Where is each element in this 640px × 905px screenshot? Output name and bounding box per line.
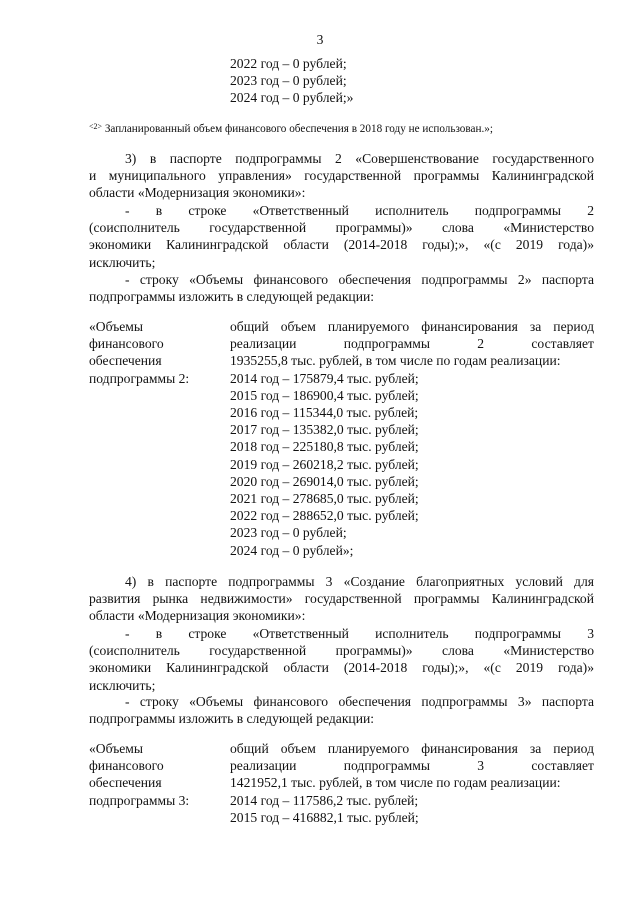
paragraph-line: - в строке «Ответственный исполнитель подпрограммы 3 xyxy=(125,626,594,641)
paragraph-line: 3) в паспорте подпрограммы 2 «Совершенствование государственного xyxy=(125,151,594,166)
item-4-para-2 xyxy=(89,625,594,694)
value-line: 2014 год – 175879,4 тыс. рублей; xyxy=(230,370,419,386)
label-line: обеспечения xyxy=(89,775,162,791)
label-line: «Объемы xyxy=(89,741,143,756)
funding-row-label xyxy=(89,318,219,387)
item-4-para-3 xyxy=(89,693,594,727)
label-line: «Объемы xyxy=(89,319,143,334)
paragraph-line: развития рынка недвижимости» государственной программы Калининградской xyxy=(89,591,594,607)
label-line: обеспечения xyxy=(89,353,162,369)
paragraph-line: - строку «Объемы финансового обеспечения подпрограммы 3» паспорта xyxy=(125,694,594,709)
item-3-para-1 xyxy=(89,150,594,202)
year-line: 2023 год – 0 рублей; xyxy=(230,73,347,89)
paragraph-line: области «Модернизация экономики»: xyxy=(89,185,306,201)
item-3-para-2 xyxy=(89,202,594,271)
funding-table-subprogram-2 xyxy=(89,318,594,563)
value-line: 2017 год – 135382,0 тыс. рублей; xyxy=(230,422,419,438)
value-line: 2016 год – 115344,0 тыс. рублей; xyxy=(230,405,419,421)
funding-row-value xyxy=(230,318,594,559)
paragraph-line: подпрограммы изложить в следующей редакции: xyxy=(89,289,375,305)
value-line: 2021 год – 278685,0 тыс. рублей; xyxy=(230,491,419,507)
item-4-para-1 xyxy=(89,573,594,625)
value-line: 2022 год – 288652,0 тыс. рублей; xyxy=(230,508,419,524)
value-line: 2015 год – 186900,4 тыс. рублей; xyxy=(230,387,419,403)
footnote xyxy=(89,118,493,138)
year-line: 2024 год – 0 рублей;» xyxy=(230,90,354,106)
value-line: 2019 год – 260218,2 тыс. рублей; xyxy=(230,456,419,472)
value-line: 2015 год – 416882,1 тыс. рублей; xyxy=(230,809,419,825)
value-line: 2023 год – 0 рублей; xyxy=(230,525,347,541)
funding-table-subprogram-3 xyxy=(89,740,594,830)
value-line: 1935255,8 тыс. рублей, в том числе по годам реализации: xyxy=(230,353,561,369)
funding-row-value xyxy=(230,740,594,826)
label-line: подпрограммы 2: xyxy=(89,370,190,386)
paragraph-line: области «Модернизация экономики»: xyxy=(89,608,306,624)
item-3-para-3 xyxy=(89,271,594,305)
label-line: подпрограммы 3: xyxy=(89,792,190,808)
year-line: 2022 год – 0 рублей; xyxy=(230,56,347,71)
funding-row-label xyxy=(89,740,219,809)
paragraph-line: исключить; xyxy=(89,254,156,270)
label-line: финансового xyxy=(89,758,164,774)
value-line: 2024 год – 0 рублей»; xyxy=(230,542,354,558)
paragraph-line: (соисполнитель государственной программы)» слова «Министерство xyxy=(89,220,594,236)
value-line: реализации подпрограммы 2 составляет xyxy=(230,336,594,352)
value-line: реализации подпрограммы 3 составляет xyxy=(230,758,594,774)
paragraph-line: подпрограммы изложить в следующей редакции: xyxy=(89,711,375,727)
value-line: 2014 год – 117586,2 тыс. рублей; xyxy=(230,792,419,808)
paragraph-line: экономики Калининградской области (2014-2018 годы);», «(с 2019 года)» xyxy=(89,237,594,253)
value-line: 2020 год – 269014,0 тыс. рублей; xyxy=(230,473,419,489)
paragraph-line: и муниципального управления» государственной программы Калининградской xyxy=(89,168,594,184)
top-years-list xyxy=(230,55,353,107)
footnote-text: Запланированный объем финансового обеспечения в 2018 году не использован.»; xyxy=(102,123,493,135)
footnote-mark: <2> xyxy=(89,122,103,131)
value-line: 1421952,1 тыс. рублей, в том числе по годам реализации: xyxy=(230,775,561,791)
paragraph-line: - строку «Объемы финансового обеспечения подпрограммы 2» паспорта xyxy=(125,272,594,287)
paragraph-line: исключить; xyxy=(89,677,156,693)
paragraph-line: - в строке «Ответственный исполнитель подпрограммы 2 xyxy=(125,203,594,218)
page-number: 3 xyxy=(316,32,324,47)
label-line: финансового xyxy=(89,336,164,352)
paragraph-line: (соисполнитель государственной программы)» слова «Министерство xyxy=(89,643,594,659)
value-line: общий объем планируемого финансирования за период xyxy=(230,741,594,756)
paragraph-line: экономики Калининградской области (2014-2018 годы);», «(с 2019 года)» xyxy=(89,660,594,676)
paragraph-line: 4) в паспорте подпрограммы 3 «Создание благоприятных условий для xyxy=(125,574,594,589)
value-line: 2018 год – 225180,8 тыс. рублей; xyxy=(230,439,419,455)
value-line: общий объем планируемого финансирования за период xyxy=(230,319,594,334)
